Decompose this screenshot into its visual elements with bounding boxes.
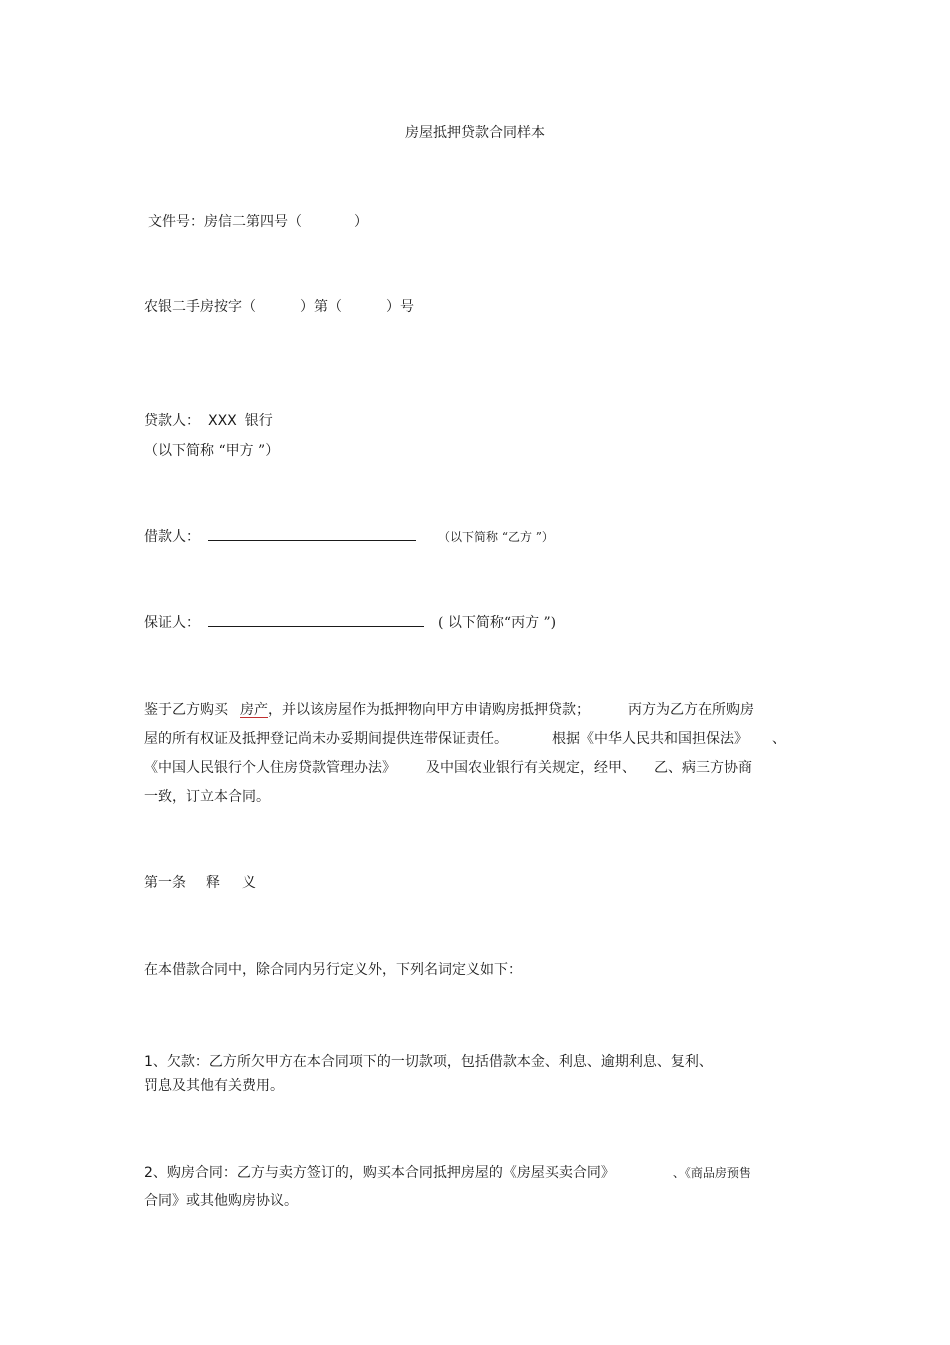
borrower-label: 借款人： [144, 529, 200, 545]
preamble-text: 乙、病三方协商 [654, 760, 752, 776]
preamble-text: 《中国人民银行个人住房贷款管理办法》 [144, 760, 396, 776]
file-number-close: ） [354, 214, 368, 230]
article-number: 第一条 [144, 875, 186, 891]
contract-number-part3: ）号 [386, 299, 414, 315]
preamble-text: 及中国农业银行有关规定，经甲、 [426, 760, 636, 776]
lender-suffix: 银行 [244, 413, 273, 429]
preamble-line-2 [144, 729, 786, 749]
definition-2-line-2: 合同》或其他购房协议。 [144, 1193, 298, 1209]
definition-2-line-1 [144, 1163, 751, 1183]
preamble-text: 鉴于乙方购买 [144, 702, 228, 718]
contract-number-part1: 农银二手房按字（ [144, 299, 256, 315]
preamble-line-1 [144, 700, 754, 720]
definition-number: 1 [144, 1054, 153, 1070]
article-1-heading [144, 873, 256, 893]
preamble-text: 屋的所有权证及抵押登记尚未办妥期间提供连带保证责任。 [144, 731, 508, 747]
preamble-line-3 [144, 758, 752, 778]
definition-text: 、欠款：乙方所欠甲方在本合同项下的一切款项，包括借款本金、利息、逾期利息、复利、 [152, 1054, 713, 1070]
guarantor-blank[interactable] [208, 612, 424, 627]
definition-text: 、购房合同：乙方与卖方签订的，购买本合同抵押房屋的《房屋买卖合同》 [152, 1165, 615, 1181]
document-title: 房屋抵押贷款合同样本 [405, 125, 545, 141]
definition-1-line-1 [144, 1052, 713, 1072]
definition-number: 2 [144, 1165, 153, 1181]
contract-number [144, 297, 414, 317]
lender-name: XXX [208, 413, 237, 429]
definition-1-line-2: 罚息及其他有关费用。 [144, 1078, 284, 1094]
file-number [148, 212, 368, 232]
guarantor-line [144, 612, 556, 633]
borrower-line [144, 526, 554, 547]
lender-alias: （以下简称 “甲方 ”） [144, 443, 280, 459]
guarantor-label: 保证人： [144, 615, 200, 631]
lender-line [144, 411, 273, 431]
borrower-blank[interactable] [208, 526, 416, 541]
guarantor-alias: ( 以下简称“丙方 ”) [438, 615, 557, 631]
preamble-text: ，并以该房屋作为抵押物向甲方申请购房抵押贷款； [268, 702, 590, 718]
definitions-intro: 在本借款合同中，除合同内另行定义外，下列名词定义如下： [144, 962, 522, 978]
file-number-label: 文件号：房信二第四号（ [148, 214, 302, 230]
borrower-alias: （以下简称 “乙方 ”） [438, 530, 554, 544]
contract-number-part2: ）第（ [300, 299, 342, 315]
article-title-char: 释 [206, 875, 220, 891]
lender-label: 贷款人： [144, 413, 200, 429]
property-term: 房产 [240, 702, 268, 718]
definition-text: 、《商品房预售 [672, 1166, 751, 1180]
preamble-text: 根据《中华人民共和国担保法》 [552, 731, 748, 747]
preamble-text: 、 [772, 731, 786, 747]
preamble-line-4: 一致，订立本合同。 [144, 789, 270, 805]
preamble-text: 丙方为乙方在所购房 [628, 702, 754, 718]
article-title-char: 义 [242, 875, 256, 891]
